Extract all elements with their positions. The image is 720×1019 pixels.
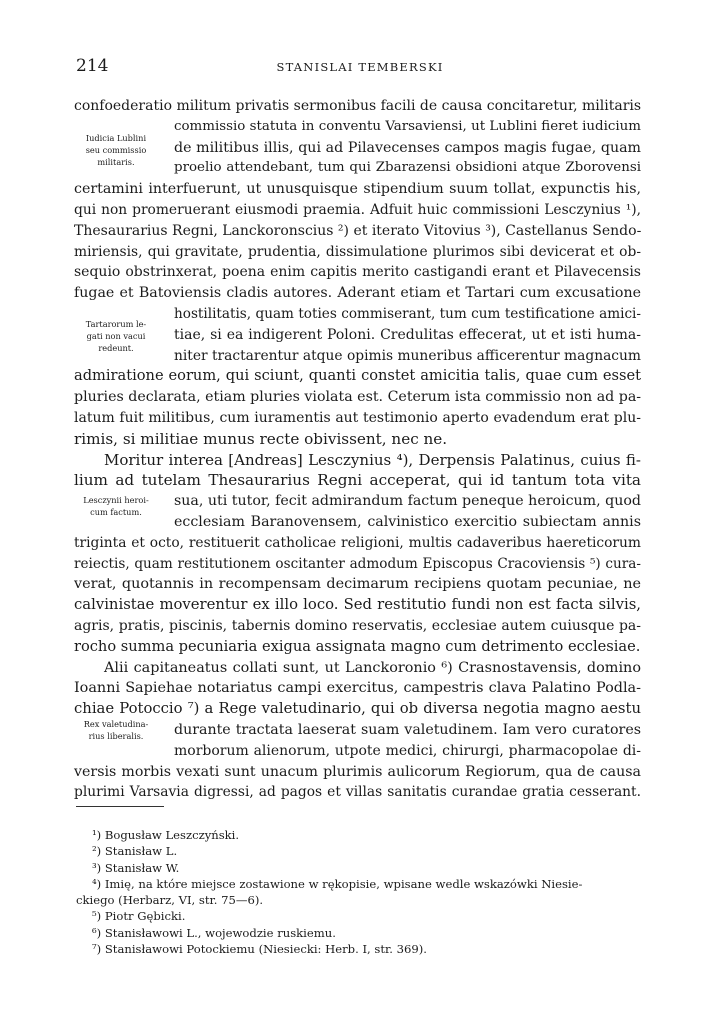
margin-note-line: rius liberalis. xyxy=(88,731,144,741)
text-line: confoederatio militum privatis sermonibus facili de causa concitaretur, militaris xyxy=(74,98,642,114)
margin-note-line: gati non vacui xyxy=(86,331,146,341)
footnote: ⁷) Stanisławowi Potockiemu (Niesiecki: Herb. I, str. 369). xyxy=(92,942,427,957)
footnote-continuation: ckiego (Herbarz, VI, str. 75—6). xyxy=(76,893,264,908)
paragraph-1 xyxy=(74,96,641,450)
text-line: Alii capitaneatus collati sunt, ut Lanckoronio ⁶) Crasnostavensis, domino xyxy=(104,659,641,676)
margin-note-line: cum factum. xyxy=(90,507,142,517)
text-line: certamini interfuerunt, ut unusquisque stipendium suum tollat, expunctis his, xyxy=(74,181,641,198)
text-line: plurimi Varsavia digressi, ad pagos et villas sanitatis curandae gratia cesserant. xyxy=(74,784,641,801)
body-text xyxy=(74,96,641,803)
running-head: STANISLAI TEMBERSKI xyxy=(276,60,444,74)
text-line: morborum alienorum, utpote medici, chirurgi, pharmacopolae di- xyxy=(174,742,641,759)
text-line: rimis, si militiae munus recte obivissent, nec ne. xyxy=(74,429,448,448)
text-line: sequio obstrinxerat, poena enim capitis merito castigandi erant et Pilavecensis xyxy=(74,264,641,281)
text-line: triginta et octo, restituerit catholicae religioni, multis cadaveribus haereticorum xyxy=(74,534,641,551)
page-number: 214 xyxy=(76,56,109,76)
footnote: ³) Stanisław W. xyxy=(92,860,180,875)
margin-note-line: Iudicia Lublini xyxy=(85,133,147,143)
text-line: Ioanni Sapiehae notariatus campi exercitus, campestris clava Palatino Podla- xyxy=(74,680,641,697)
margin-note-line: militaris. xyxy=(97,157,135,167)
text-line: durante tractata laeserat suam valetudinem. Iam vero curatores xyxy=(174,721,641,738)
text-line: miriensis, qui gravitate, prudentia, dissimulatione plurimos sibi devicerat et ob- xyxy=(74,243,641,260)
text-line: sua, uti tutor, fecit admirandum factum peneque heroicum, quod xyxy=(174,493,641,510)
margin-note-line: Lesczynii heroi- xyxy=(83,495,149,505)
text-line: commissio statuta in conventu Varsaviensi, ut Lublini fieret iudicium xyxy=(174,118,641,134)
text-line: reiectis, quam restitutionem oscitanter admodum Episcopus Cracoviensis ⁵) cura- xyxy=(74,555,641,572)
text-line: Thesaurarius Regni, Lanckoronscius ²) et iterato Vitovius ³), Castellanus Sendo- xyxy=(74,222,642,239)
paragraph-3 xyxy=(74,658,641,804)
footnotes xyxy=(76,827,641,957)
footnote: ⁴) Imię, na które miejsce zostawione w rękopisie, wpisane wedle wskazówki Niesie- xyxy=(92,876,583,891)
text-line: de militibus illis, qui ad Pilavecenses campos magis fugae, quam xyxy=(174,139,641,156)
footnote-rule xyxy=(76,806,164,807)
text-line: hostilitatis, quam toties commiserant, tum cum testificatione amici- xyxy=(174,305,641,322)
text-line: calvinistae moverentur ex illo loco. Sed restitutio fundi non est facta silvis, xyxy=(74,596,641,614)
text-line: Moritur interea [Andreas] Lesczynius ⁴), Derpensis Palatinus, cuius fi- xyxy=(104,450,641,469)
text-line: ecclesiam Baranovensem, calvinistico exercitio subiectam annis xyxy=(174,513,641,530)
paragraph-2 xyxy=(74,450,641,658)
text-line: rocho summa pecuniaria exigua assignata magno cum detrimento ecclesiae. xyxy=(74,637,641,655)
text-line: niter tractarentur atque opimis muneribus afficerentur magnacum xyxy=(174,347,642,364)
text-line: proelio attendebant, tum qui Zbarazensi obsidioni atque Zborovensi xyxy=(174,160,641,176)
margin-note-line: seu commissio xyxy=(85,145,147,155)
text-line: verat, quotannis in recompensam decimarum recipiens quotam pecuniae, ne xyxy=(74,576,641,593)
margin-note-line: Tartarorum le- xyxy=(85,319,147,329)
text-line: latum fuit militibus, cum iuramentis aut testimonio aperto evadendum erat plu- xyxy=(74,409,641,426)
text-line: fugae et Batoviensis cladis autores. Aderant etiam et Tartari cum excusatione xyxy=(74,285,641,302)
text-line: pluries declarata, etiam pluries violata est. Ceterum ista commissio non ad pa- xyxy=(74,389,642,406)
text-line: versis morbis vexati sunt unacum plurimis aulicorum Regiorum, qua de causa xyxy=(74,763,641,780)
text-line: tiae, si ea indigerent Poloni. Credulitas effecerat, ut et isti huma- xyxy=(174,326,641,343)
text-line: lium ad tutelam Thesaurarius Regni acceperat, qui id tantum tota vita xyxy=(74,471,641,490)
text-line: admiratione eorum, qui sciunt, quanti constet amicitia talis, quae cum esset xyxy=(74,367,641,385)
footnote: ⁶) Stanisławowi L., wojewodzie ruskiemu. xyxy=(92,925,336,940)
footnote: ²) Stanisław L. xyxy=(92,844,178,859)
margin-note-line: redeunt. xyxy=(98,343,134,353)
footnote: ¹) Bogusław Leszczyński. xyxy=(92,828,240,842)
footnote: ⁵) Piotr Gębicki. xyxy=(92,909,186,924)
margin-note-line: Rex valetudina- xyxy=(83,719,149,729)
text-line: agris, pratis, piscinis, tabernis domino reservatis, ecclesiae autem cuiusque pa- xyxy=(74,617,641,634)
text-line: qui non promeruerant eiusmodi praemia. Adfuit huic commissioni Lesczynius ¹), xyxy=(74,201,641,218)
text-line: chiae Potoccio ⁷) a Rege valetudinario, qui ob diversa negotia magno aestu xyxy=(74,700,641,718)
